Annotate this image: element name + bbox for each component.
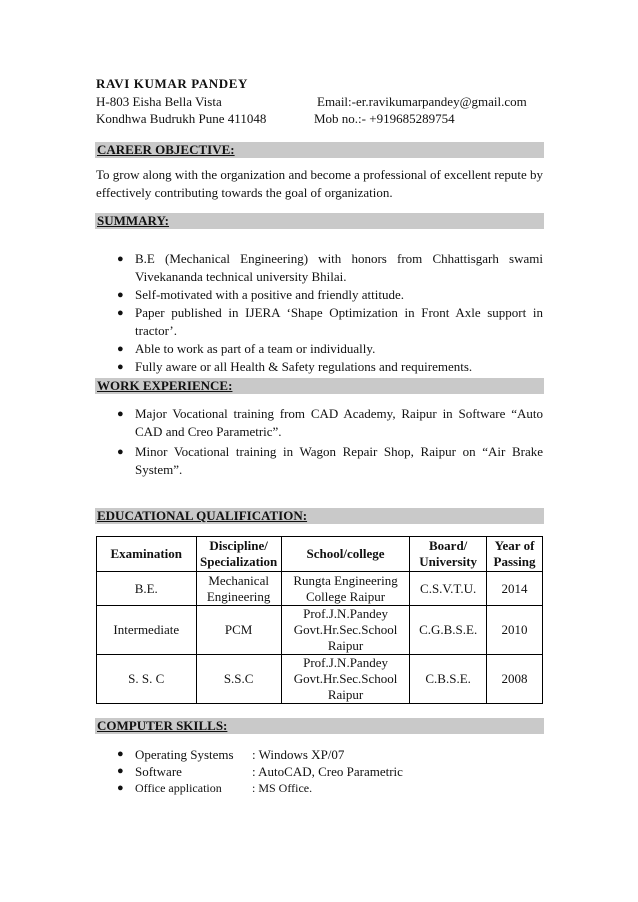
mobile-text: Mob no.:- +919685289754: [314, 111, 455, 126]
computer-skills-heading: COMPUTER SKILLS:: [97, 718, 228, 733]
bullet-icon: ●: [117, 782, 124, 794]
cell-examination: Intermediate: [97, 606, 197, 655]
header-board: Board/ University: [410, 537, 487, 572]
career-objective-text: To grow along with the organization and become a professional of excellent repute by effectively contributing towards the goal of organization.: [96, 167, 543, 200]
cell-examination: S. S. C: [97, 655, 197, 704]
cell-examination: B.E.: [97, 572, 197, 606]
work-item: ● Minor Vocational training in Wagon Repair Shop, Raipur on “Air Brake System”.: [117, 444, 543, 477]
table-row: [97, 606, 543, 655]
summary-item: ● Able to work as part of a team or individually.: [117, 341, 376, 356]
cell-year: 2008: [487, 655, 543, 704]
summary-list: [117, 250, 543, 376]
summary-section-bar: [95, 213, 544, 229]
bullet-icon: ●: [117, 343, 124, 355]
cell-board: C.G.B.S.E.: [410, 606, 487, 655]
bullet-icon: ●: [117, 408, 124, 420]
candidate-name: RAVI KUMAR PANDEY: [96, 76, 248, 91]
work-experience-heading: WORK EXPERIENCE:: [97, 378, 233, 393]
bullet-icon: ●: [117, 307, 124, 319]
summary-heading: SUMMARY:: [97, 213, 170, 228]
table-row: [97, 572, 543, 606]
address-line-2: Kondhwa Budrukh Pune 411048: [96, 111, 267, 126]
education-table: [96, 536, 543, 704]
cell-discipline: PCM: [196, 606, 281, 655]
education-heading: EDUCATIONAL QUALIFICATION:: [97, 508, 308, 523]
bullet-icon: ●: [117, 361, 124, 373]
table-row: [97, 655, 543, 704]
skill-value: : AutoCAD, Creo Parametric: [252, 764, 403, 779]
career-objective-section-bar: [95, 142, 544, 158]
bullet-icon: ●: [117, 289, 124, 301]
skill-value: : MS Office.: [252, 781, 313, 795]
cell-discipline: Mechanical Engineering: [196, 572, 281, 606]
skill-label: Office application: [135, 781, 222, 795]
bullet-icon: ●: [117, 253, 124, 265]
email-text: Email:-er.ravikumarpandey@gmail.com: [317, 94, 527, 109]
career-objective-heading: CAREER OBJECTIVE:: [97, 142, 235, 157]
summary-item: ● B.E (Mechanical Engineering) with honors from Chhattisgarh swami Vivekananda technical university Bhilai.: [117, 251, 543, 284]
education-section-bar: [95, 508, 544, 524]
work-experience-section-bar: [95, 378, 544, 394]
bullet-icon: ●: [117, 765, 124, 777]
cell-year: 2010: [487, 606, 543, 655]
cell-discipline: S.S.C: [196, 655, 281, 704]
skill-label: Software: [135, 764, 182, 779]
skill-value: : Windows XP/07: [252, 747, 345, 762]
cell-school: Prof.J.N.Pandey Govt.Hr.Sec.School Raipur: [281, 606, 410, 655]
work-item: ● Major Vocational training from CAD Academy, Raipur in Software “Auto CAD and Creo Parametric”.: [117, 406, 543, 439]
cell-school: Prof.J.N.Pandey Govt.Hr.Sec.School Raipur: [281, 655, 410, 704]
summary-item: ● Paper published in IJERA ‘Shape Optimization in Front Axle support in tractor’.: [117, 305, 543, 338]
header-discipline: Discipline/ Specialization: [196, 537, 281, 572]
work-experience-list: [117, 405, 543, 479]
computer-skills-section-bar: [95, 718, 544, 734]
bullet-icon: ●: [117, 748, 124, 760]
summary-item: ● Fully aware or all Health & Safety regulations and requirements.: [117, 359, 473, 374]
header-examination: Examination: [97, 537, 197, 572]
education-header-row: [97, 537, 543, 572]
header-school: School/college: [281, 537, 410, 572]
cell-school: Rungta Engineering College Raipur: [281, 572, 410, 606]
address-line-1: H-803 Eisha Bella Vista: [96, 94, 222, 109]
cell-year: 2014: [487, 572, 543, 606]
skill-label: Operating Systems: [135, 747, 234, 762]
cell-board: C.B.S.E.: [410, 655, 487, 704]
cell-board: C.S.V.T.U.: [410, 572, 487, 606]
header-year: Year of Passing: [487, 537, 543, 572]
bullet-icon: ●: [117, 446, 124, 458]
summary-item: ● Self-motivated with a positive and friendly attitude.: [117, 287, 404, 302]
